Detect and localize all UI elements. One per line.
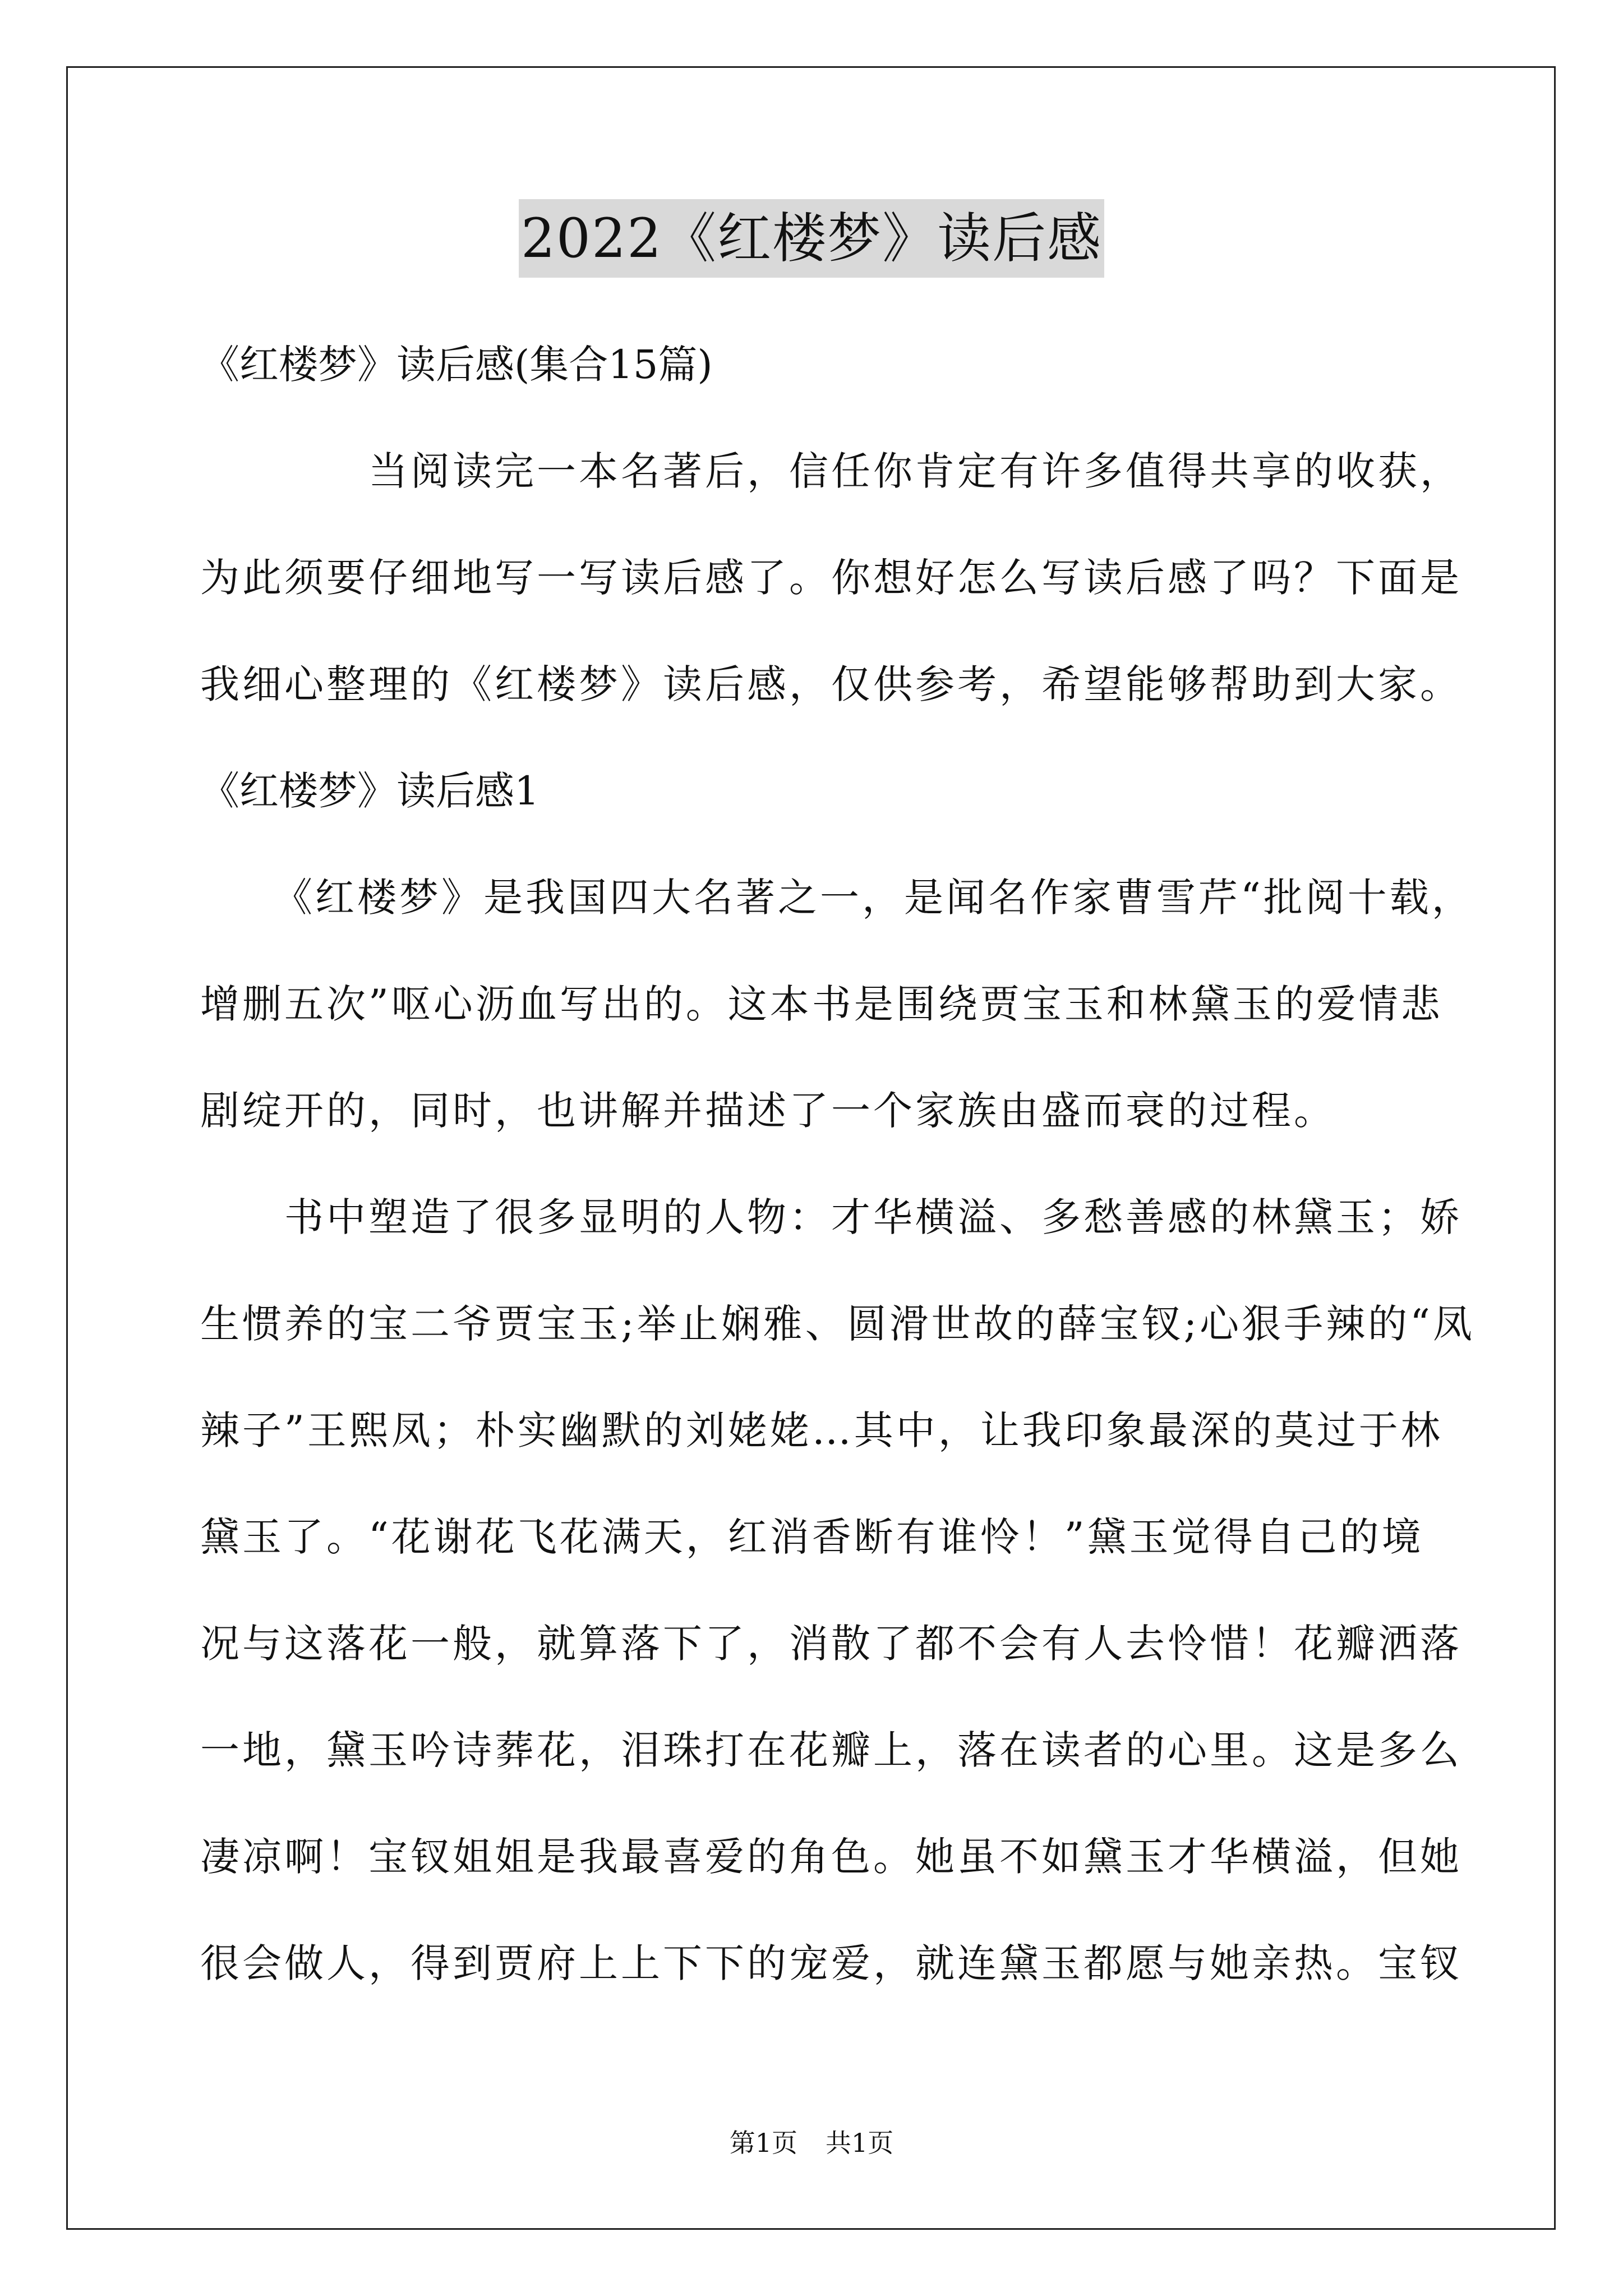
page-total: 共1页	[826, 2128, 894, 2158]
text-line: 《红楼梦》读后感(集合15篇)	[200, 342, 713, 388]
text-line: 黛玉了。“花谢花飞花满天，红消香断有谁怜！”黛玉觉得自己的境	[200, 1514, 1424, 1560]
text-line: 当阅读完一本名著后，信任你肯定有许多值得共享的收获，	[368, 448, 1462, 494]
text-line: 很会做人，得到贾府上上下下的宠爱，就连黛玉都愿与她亲热。宝钗	[200, 1940, 1462, 1986]
text-line: 一地，黛玉吟诗葬花，泪珠打在花瓣上，落在读者的心里。这是多么	[200, 1727, 1462, 1773]
text-line: 我细心整理的《红楼梦》读后感，仅供参考，希望能够帮助到大家。	[200, 661, 1462, 707]
text-line: 剧绽开的，同时，也讲解并描述了一个家族由盛而衰的过程。	[200, 1088, 1336, 1134]
text-line: 增删五次”呕心沥血写出的。这本书是围绕贾宝玉和林黛玉的爱情悲	[200, 981, 1443, 1027]
text-line: 生惯养的宝二爷贾宝玉;举止娴雅、圆滑世故的薛宝钗;心狠手辣的“凤	[200, 1301, 1475, 1347]
title-container	[0, 199, 1623, 278]
document-title: 2022《红楼梦》读后感	[519, 199, 1104, 278]
text-line: 为此须要仔细地写一写读后感了。你想好怎么写读后感了吗？下面是	[200, 555, 1462, 601]
document-body	[200, 311, 1475, 2017]
text-line: 况与这落花一般，就算落下了，消散了都不会有人去怜惜！花瓣洒落	[200, 1621, 1462, 1667]
text-line: 《红楼梦》是我国四大名著之一，是闻名作家曹雪芹“批阅十载，	[273, 875, 1474, 921]
text-line: 《红楼梦》读后感1	[200, 768, 540, 814]
page-footer	[0, 2126, 1623, 2160]
text-line: 辣子”王熙凤；朴实幽默的刘姥姥…其中，让我印象最深的莫过于林	[200, 1407, 1443, 1453]
page-number: 第1页	[729, 2128, 797, 2158]
text-line: 凄凉啊！宝钗姐姐是我最喜爱的角色。她虽不如黛玉才华横溢，但她	[200, 1834, 1462, 1880]
text-line: 书中塑造了很多显明的人物：才华横溢、多愁善感的林黛玉；娇	[284, 1194, 1462, 1240]
